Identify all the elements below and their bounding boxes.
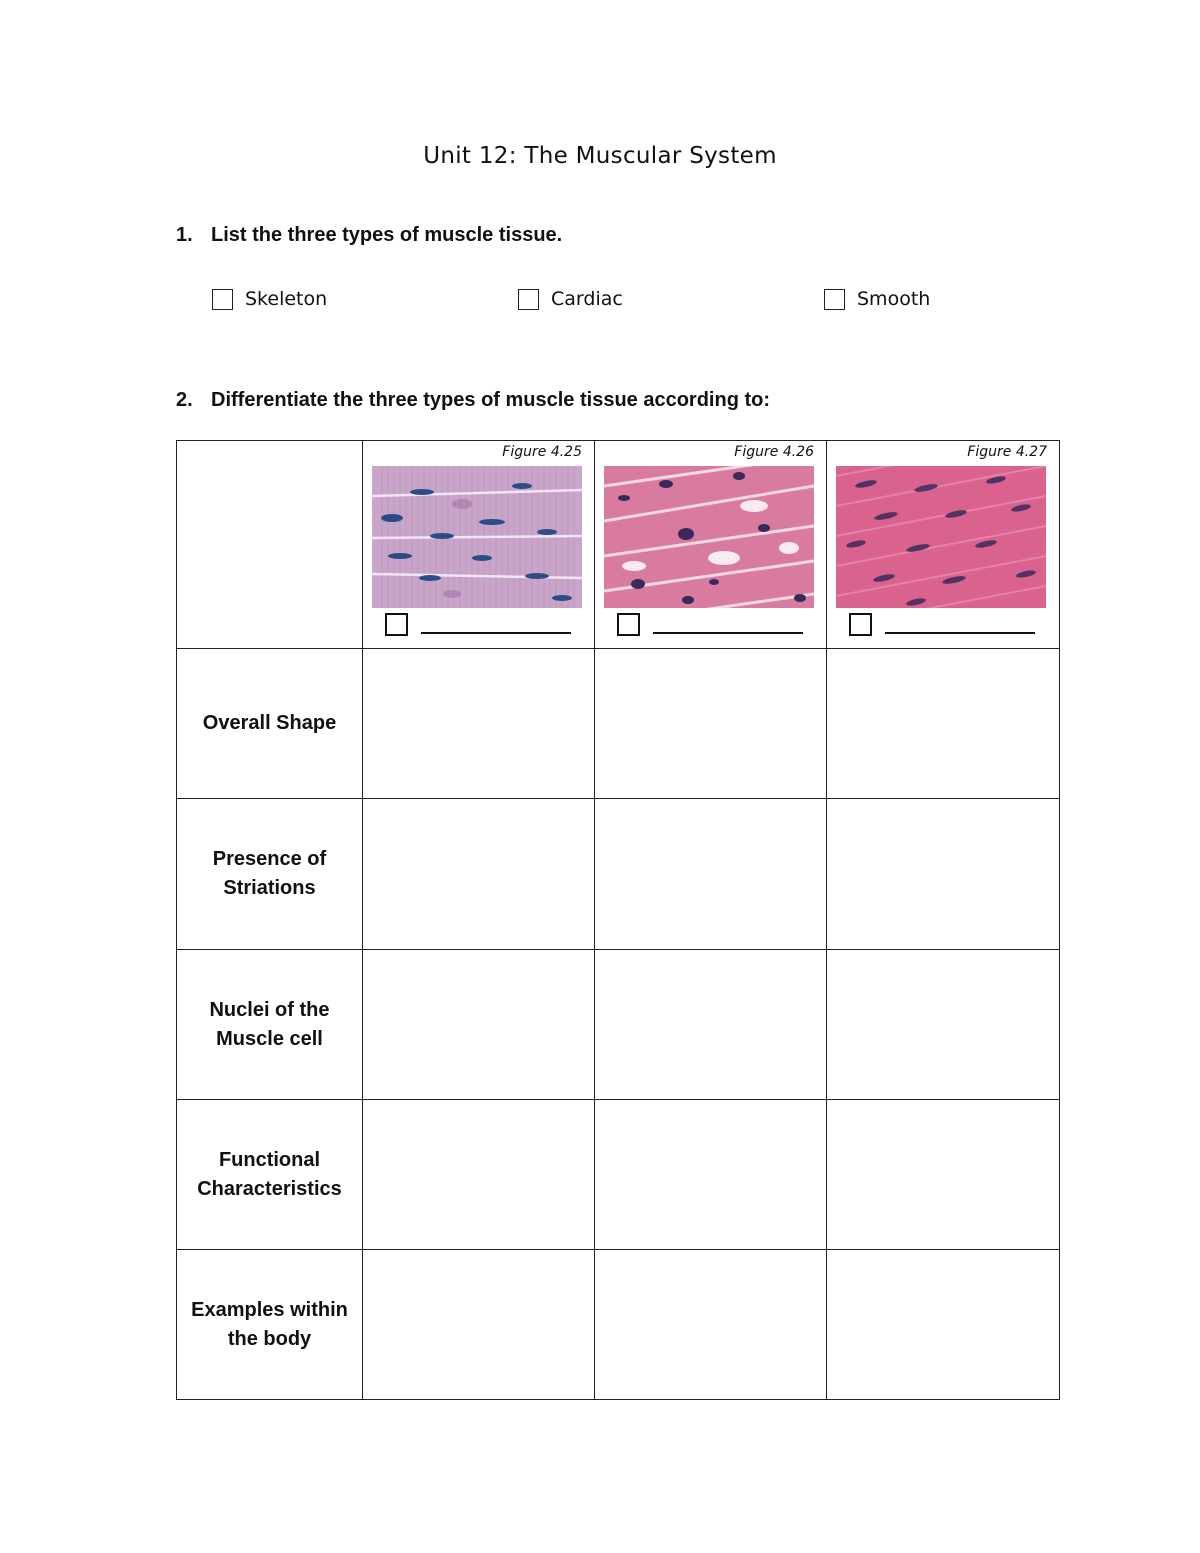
row-header-striations — [177, 799, 363, 950]
checkbox[interactable] — [617, 613, 640, 636]
answer-cell[interactable] — [827, 950, 1060, 1100]
option-label: Skeleton — [245, 288, 328, 310]
option-cardiac[interactable] — [518, 288, 623, 310]
figure-answer-1[interactable] — [385, 613, 571, 636]
figure-answer-2[interactable] — [617, 613, 803, 636]
row-header-line: Functional — [218, 1148, 321, 1171]
row-header-line: Nuclei of the — [209, 998, 330, 1021]
checkbox[interactable] — [385, 613, 408, 636]
answer-line[interactable] — [653, 632, 803, 634]
figure-row — [177, 441, 1060, 649]
option-label: Smooth — [857, 288, 931, 310]
page-title: Unit 12: The Muscular System — [423, 143, 777, 169]
figure-caption: Figure 4.27 — [967, 444, 1047, 460]
option-smooth[interactable] — [824, 288, 930, 310]
row-header-nuclei — [177, 950, 363, 1100]
answer-cell[interactable] — [595, 950, 827, 1100]
table-row — [177, 649, 1060, 799]
comparison-table — [176, 440, 1060, 1400]
table-row — [177, 799, 1060, 950]
answer-cell[interactable] — [363, 1100, 595, 1250]
answer-cell[interactable] — [595, 799, 827, 950]
answer-cell[interactable] — [363, 649, 595, 799]
question-1 — [176, 224, 562, 247]
answer-cell[interactable] — [363, 950, 595, 1100]
answer-cell[interactable] — [363, 799, 595, 950]
figure-answer-3[interactable] — [849, 613, 1035, 636]
table-row — [177, 1250, 1060, 1400]
answer-cell[interactable] — [827, 799, 1060, 950]
cardiac-muscle-image — [604, 466, 814, 608]
checkbox[interactable] — [849, 613, 872, 636]
row-header-line: the body — [227, 1327, 312, 1350]
answer-cell[interactable] — [595, 1100, 827, 1250]
answer-line[interactable] — [421, 632, 571, 634]
figure-caption: Figure 4.25 — [502, 444, 582, 460]
table-row — [177, 1100, 1060, 1250]
answer-cell[interactable] — [827, 1100, 1060, 1250]
answer-cell[interactable] — [827, 649, 1060, 799]
question-2-number: 2. — [176, 389, 193, 411]
row-header-line: Characteristics — [197, 1177, 342, 1200]
figure-cell-cardiac — [595, 441, 827, 649]
row-header-line: Presence of — [212, 848, 327, 870]
checkbox[interactable] — [212, 289, 233, 310]
question-1-text: List the three types of muscle tissue. — [211, 224, 563, 246]
checkbox[interactable] — [518, 289, 539, 310]
answer-cell[interactable] — [595, 1250, 827, 1400]
question-1-number: 1. — [176, 224, 193, 246]
answer-cell[interactable] — [827, 1250, 1060, 1400]
option-label: Cardiac — [551, 288, 623, 310]
row-header-examples — [177, 1250, 363, 1400]
figure-caption: Figure 4.26 — [734, 444, 814, 460]
figure-cell-smooth — [827, 441, 1060, 649]
answer-line[interactable] — [885, 632, 1035, 634]
question-2-text: Differentiate the three types of muscle tissue according to: — [211, 389, 771, 411]
row-header-line: Striations — [223, 877, 316, 899]
row-header-line: Muscle cell — [216, 1027, 323, 1050]
row-header-line: Examples within — [191, 1298, 348, 1321]
checkbox[interactable] — [824, 289, 845, 310]
empty-corner-cell — [177, 441, 363, 649]
row-header-line: Overall Shape — [202, 712, 337, 734]
figure-cell-skeletal — [363, 441, 595, 649]
answer-cell[interactable] — [363, 1250, 595, 1400]
table-row — [177, 950, 1060, 1100]
question-2 — [176, 389, 770, 412]
row-header-overall-shape — [177, 649, 363, 799]
answer-cell[interactable] — [595, 649, 827, 799]
option-skeleton[interactable] — [212, 288, 327, 310]
skeletal-muscle-image — [372, 466, 582, 608]
smooth-muscle-image — [836, 466, 1046, 608]
row-header-functional — [177, 1100, 363, 1250]
